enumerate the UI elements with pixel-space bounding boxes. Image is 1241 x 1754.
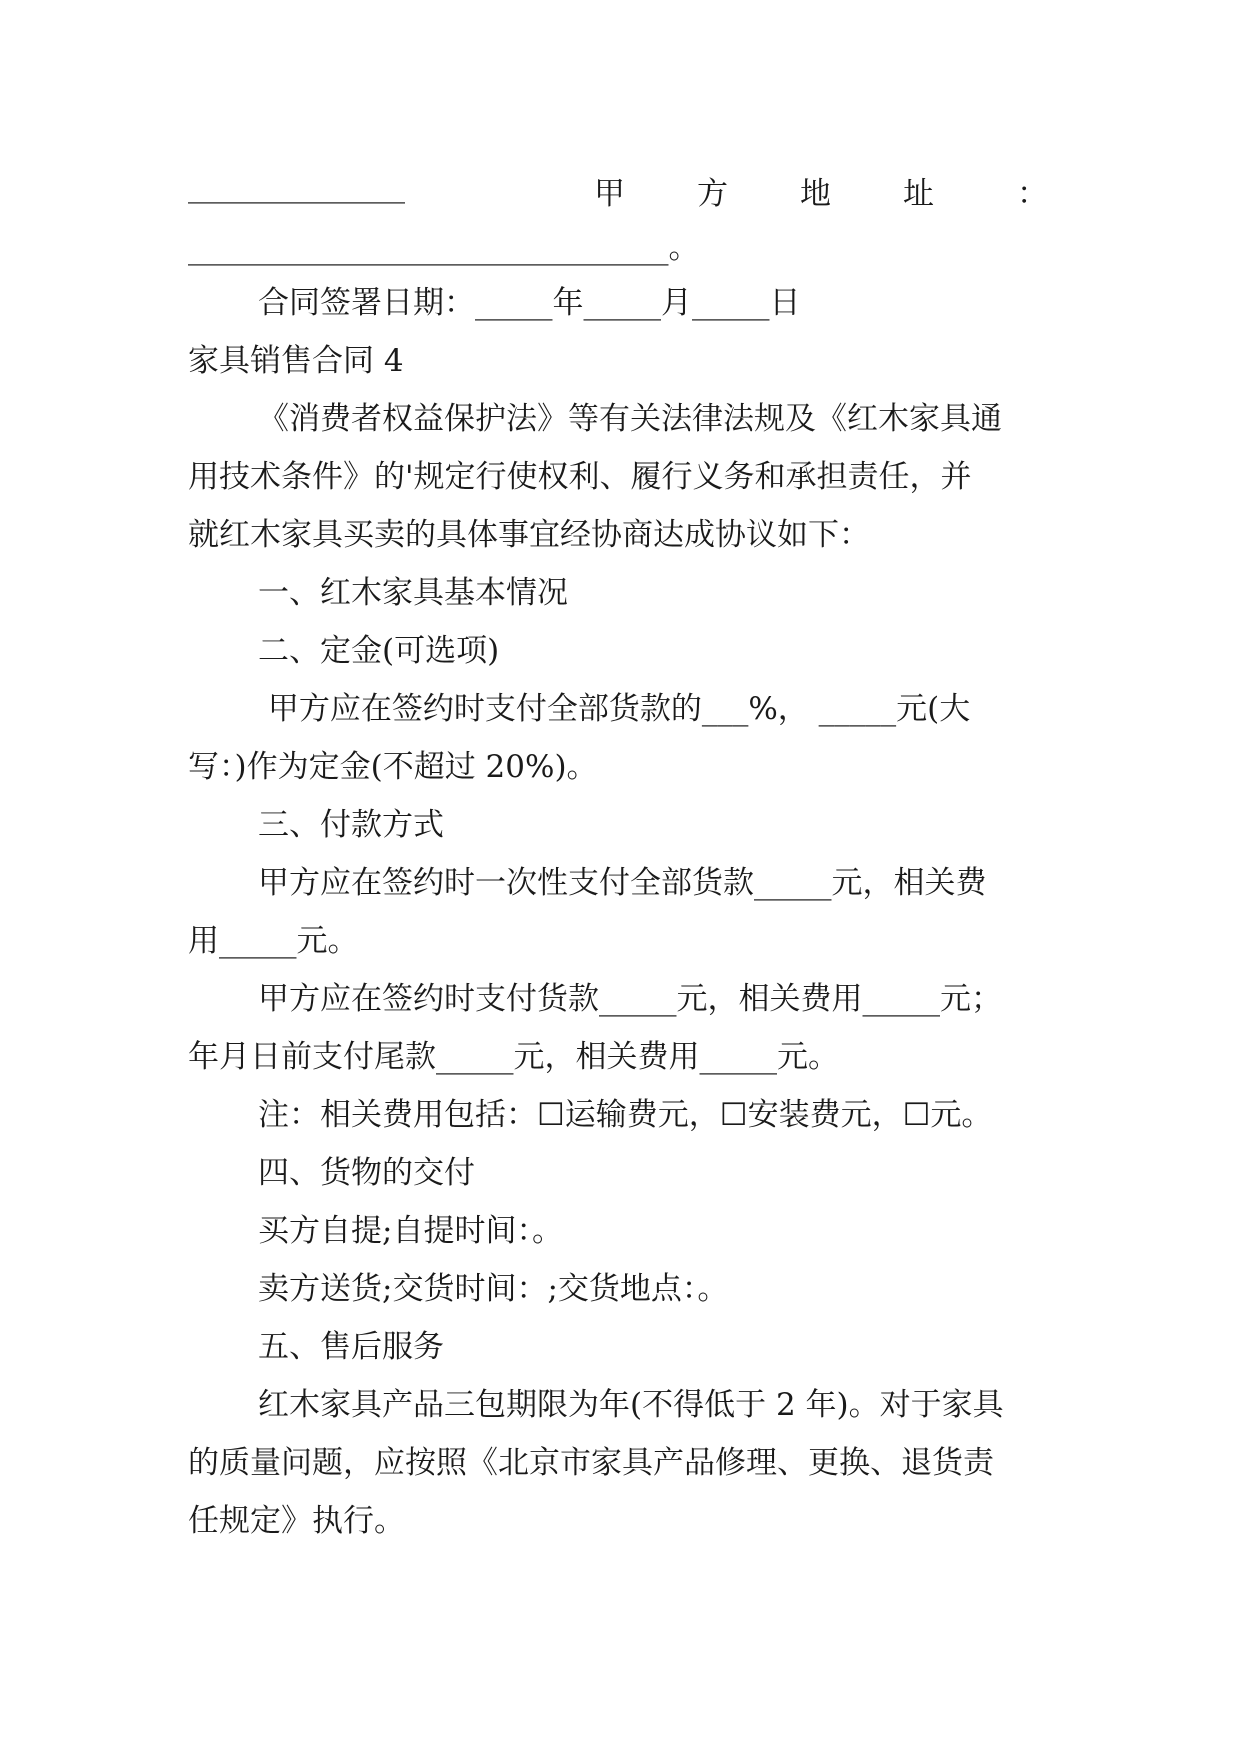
address-colon: ：: [1017, 176, 1048, 212]
intro-line-3: 就红木家具买卖的具体事宜经协商达成协议如下：: [188, 517, 870, 553]
heading-1: 一、红木家具基本情况: [258, 575, 568, 611]
heading-5: 五、售后服务: [258, 1329, 444, 1365]
payment-line-2: 用_____元。: [188, 923, 359, 959]
heading-2: 二、定金(可选项): [258, 633, 500, 669]
heading-3: 三、付款方式: [258, 807, 444, 843]
heading-4: 四、货物的交付: [258, 1155, 475, 1191]
service-line-2: 的质量问题，应按照《北京市家具产品修理、更换、退货责: [188, 1445, 994, 1481]
address-char-4: 址: [903, 176, 934, 212]
payment-line-4: 年月日前支付尾款_____元，相关费用_____元。: [188, 1039, 839, 1075]
service-line-1: 红木家具产品三包期限为年(不得低于 2 年)。对于家具: [258, 1387, 1004, 1423]
intro-line-1: 《消费者权益保护法》等有关法律法规及《红木家具通: [258, 401, 1002, 437]
service-line-3: 任规定》执行。: [188, 1503, 405, 1539]
deposit-line-2: 写：)作为定金(不超过 20%)。: [188, 749, 598, 785]
address-blank: ______________: [188, 168, 405, 204]
address-char-3: 地: [800, 176, 831, 212]
deposit-line-1: 甲方应在签约时支付全部货款的___%， _____元(大: [258, 691, 971, 727]
section-title: 家具销售合同 4: [188, 343, 404, 379]
address-line: _______________________________。: [188, 230, 700, 266]
delivery-line-2: 卖方送货;交货时间：;交货地点：。: [258, 1271, 729, 1307]
intro-line-2: 用技术条件》的'规定行使权利、履行义务和承担责任，并: [188, 459, 972, 495]
payment-line-1: 甲方应在签约时一次性支付全部货款_____元，相关费: [258, 865, 987, 901]
sign-date: 合同签署日期：_____年_____月_____日: [258, 285, 801, 321]
fee-note: 注：相关费用包括：☐运输费元，☐安装费元，☐元。: [258, 1097, 993, 1133]
address-char-2: 方: [697, 176, 728, 212]
address-char-1: 甲: [594, 176, 625, 212]
delivery-line-1: 买方自提;自提时间：。: [258, 1213, 563, 1249]
payment-line-3: 甲方应在签约时支付货款_____元，相关费用_____元；: [258, 981, 1002, 1017]
